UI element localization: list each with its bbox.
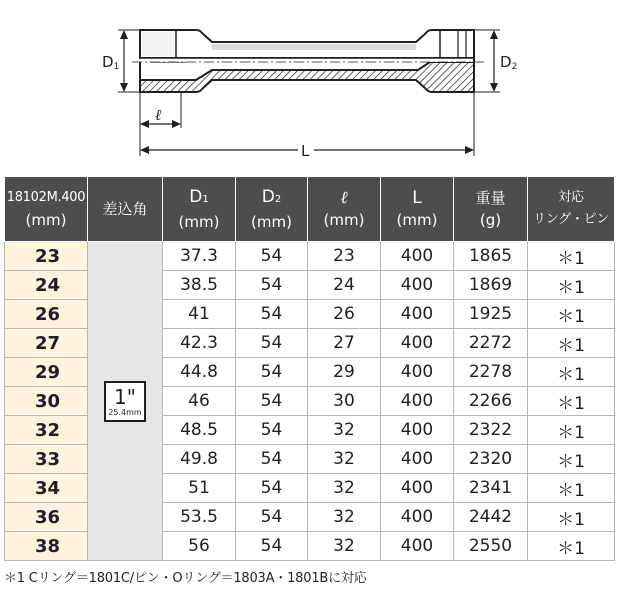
d1-cell: 37.3	[163, 242, 236, 271]
d1-cell: 38.5	[163, 271, 236, 300]
engagement-depth-label: ℓ	[155, 106, 162, 124]
d2-cell: 54	[236, 532, 308, 561]
ring-pin-cell: ＊1	[528, 503, 615, 532]
header-d1-label: D	[189, 186, 203, 207]
d2-cell: 54	[236, 329, 308, 358]
header-model	[5, 177, 88, 242]
header-d2-label: D	[261, 186, 275, 207]
engagement-depth-cell: 32	[308, 445, 381, 474]
overall-length-dimension	[140, 92, 474, 160]
table-header-row	[5, 177, 615, 242]
d2-cell: 54	[236, 503, 308, 532]
weight-cell: 2272	[454, 329, 528, 358]
size-cell: 27	[5, 329, 88, 358]
header-weight-unit: (g)	[479, 211, 502, 229]
size-cell: 29	[5, 358, 88, 387]
header-model-line1: 18102M.400	[6, 190, 86, 205]
length-cell: 400	[381, 416, 454, 445]
header-engagement-depth-label: ℓ	[340, 188, 348, 208]
d2-subscript: 2	[511, 62, 518, 72]
socket-drawing	[132, 30, 484, 92]
header-d2-subscript: 2	[274, 193, 282, 205]
d1-cell: 48.5	[163, 416, 236, 445]
ring-pin-cell: ＊1	[528, 358, 615, 387]
engagement-depth-cell: 26	[308, 300, 381, 329]
header-d1-subscript: 1	[202, 193, 209, 205]
weight-cell: 2442	[454, 503, 528, 532]
engagement-depth-cell: 23	[308, 242, 381, 271]
drive-size-cell	[88, 242, 163, 561]
ring-pin-cell: ＊1	[528, 532, 615, 561]
size-cell: 23	[5, 242, 88, 271]
header-length	[381, 177, 454, 242]
d1-cell: 46	[163, 387, 236, 416]
drive-size-value: 1"	[114, 384, 136, 409]
d1-subscript: 1	[113, 62, 120, 72]
size-cell: 36	[5, 503, 88, 532]
svg-text:D1	[102, 53, 119, 72]
size-cell: 33	[5, 445, 88, 474]
weight-cell: 2550	[454, 532, 528, 561]
engagement-depth-cell: 32	[308, 416, 381, 445]
length-cell: 400	[381, 358, 454, 387]
header-d2	[236, 177, 308, 242]
table-body	[5, 242, 615, 561]
d2-cell: 54	[236, 445, 308, 474]
d1-cell: 51	[163, 474, 236, 503]
header-length-unit: (mm)	[396, 211, 438, 229]
engagement-depth-cell: 32	[308, 503, 381, 532]
engagement-depth-cell: 27	[308, 329, 381, 358]
header-ring-pin-line2: リング・ピン	[533, 212, 609, 227]
ring-pin-cell: ＊1	[528, 271, 615, 300]
size-cell: 38	[5, 532, 88, 561]
weight-cell: 2278	[454, 358, 528, 387]
header-ring-pin-line1: 対応	[558, 190, 584, 205]
size-cell: 30	[5, 387, 88, 416]
weight-cell: 1865	[454, 242, 528, 271]
weight-cell: 2341	[454, 474, 528, 503]
length-cell: 400	[381, 445, 454, 474]
ring-pin-cell: ＊1	[528, 474, 615, 503]
header-weight	[454, 177, 528, 242]
header-length-label: L	[412, 188, 422, 208]
d2-cell: 54	[236, 300, 308, 329]
length-cell: 400	[381, 474, 454, 503]
engagement-depth-cell: 30	[308, 387, 381, 416]
d1-dimension	[102, 30, 140, 92]
header-model-unit: (mm)	[25, 211, 67, 229]
ring-pin-cell: ＊1	[528, 416, 615, 445]
ring-pin-cell: ＊1	[528, 445, 615, 474]
d2-cell: 54	[236, 242, 308, 271]
length-cell: 400	[381, 329, 454, 358]
weight-cell: 1869	[454, 271, 528, 300]
ring-pin-cell: ＊1	[528, 387, 615, 416]
svg-text:D2	[500, 53, 517, 72]
d2-cell: 54	[236, 271, 308, 300]
weight-cell: 2320	[454, 445, 528, 474]
d2-label: D	[500, 53, 512, 71]
size-cell: 34	[5, 474, 88, 503]
d2-cell: 54	[236, 474, 308, 503]
drive-size-metric: 25.4mm	[108, 407, 142, 417]
overall-length-label: L	[301, 142, 310, 160]
d1-cell: 41	[163, 300, 236, 329]
d1-cell: 44.8	[163, 358, 236, 387]
header-d1	[163, 177, 236, 242]
length-cell: 400	[381, 242, 454, 271]
header-weight-label: 重量	[475, 189, 506, 207]
length-cell: 400	[381, 532, 454, 561]
header-engagement-depth-unit: (mm)	[323, 211, 365, 229]
weight-cell: 2266	[454, 387, 528, 416]
weight-cell: 1925	[454, 300, 528, 329]
d2-cell: 54	[236, 416, 308, 445]
d1-label: D	[102, 53, 114, 71]
size-cell: 24	[5, 271, 88, 300]
d1-cell: 56	[163, 532, 236, 561]
d1-cell: 49.8	[163, 445, 236, 474]
socket-dimension-diagram	[0, 0, 619, 170]
length-cell: 400	[381, 300, 454, 329]
d2-cell: 54	[236, 387, 308, 416]
d1-cell: 53.5	[163, 503, 236, 532]
length-cell: 400	[381, 271, 454, 300]
engagement-depth-cell: 29	[308, 358, 381, 387]
header-drive	[88, 177, 163, 242]
size-cell: 32	[5, 416, 88, 445]
header-engagement-depth	[308, 177, 381, 242]
header-d2-unit: (mm)	[251, 212, 292, 231]
engagement-depth-dimension	[140, 92, 181, 156]
spec-table	[4, 176, 615, 561]
length-cell: 400	[381, 387, 454, 416]
engagement-depth-cell: 24	[308, 271, 381, 300]
engagement-depth-cell: 32	[308, 532, 381, 561]
weight-cell: 2322	[454, 416, 528, 445]
d2-cell: 54	[236, 358, 308, 387]
length-cell: 400	[381, 503, 454, 532]
ring-pin-cell: ＊1	[528, 300, 615, 329]
table-row	[5, 242, 615, 271]
ring-pin-cell: ＊1	[528, 242, 615, 271]
engagement-depth-cell: 32	[308, 474, 381, 503]
ring-pin-cell: ＊1	[528, 329, 615, 358]
d1-cell: 42.3	[163, 329, 236, 358]
footnote: ＊1 Cリング＝1801C/ピン・Oリング＝1803A・1801Bに対応	[4, 571, 367, 586]
size-cell: 26	[5, 300, 88, 329]
d2-dimension	[474, 30, 517, 92]
drive-size-box	[104, 381, 146, 422]
header-drive-label: 差込角	[102, 200, 148, 218]
header-d1-unit: (mm)	[178, 212, 220, 231]
header-ring-pin	[528, 177, 615, 242]
